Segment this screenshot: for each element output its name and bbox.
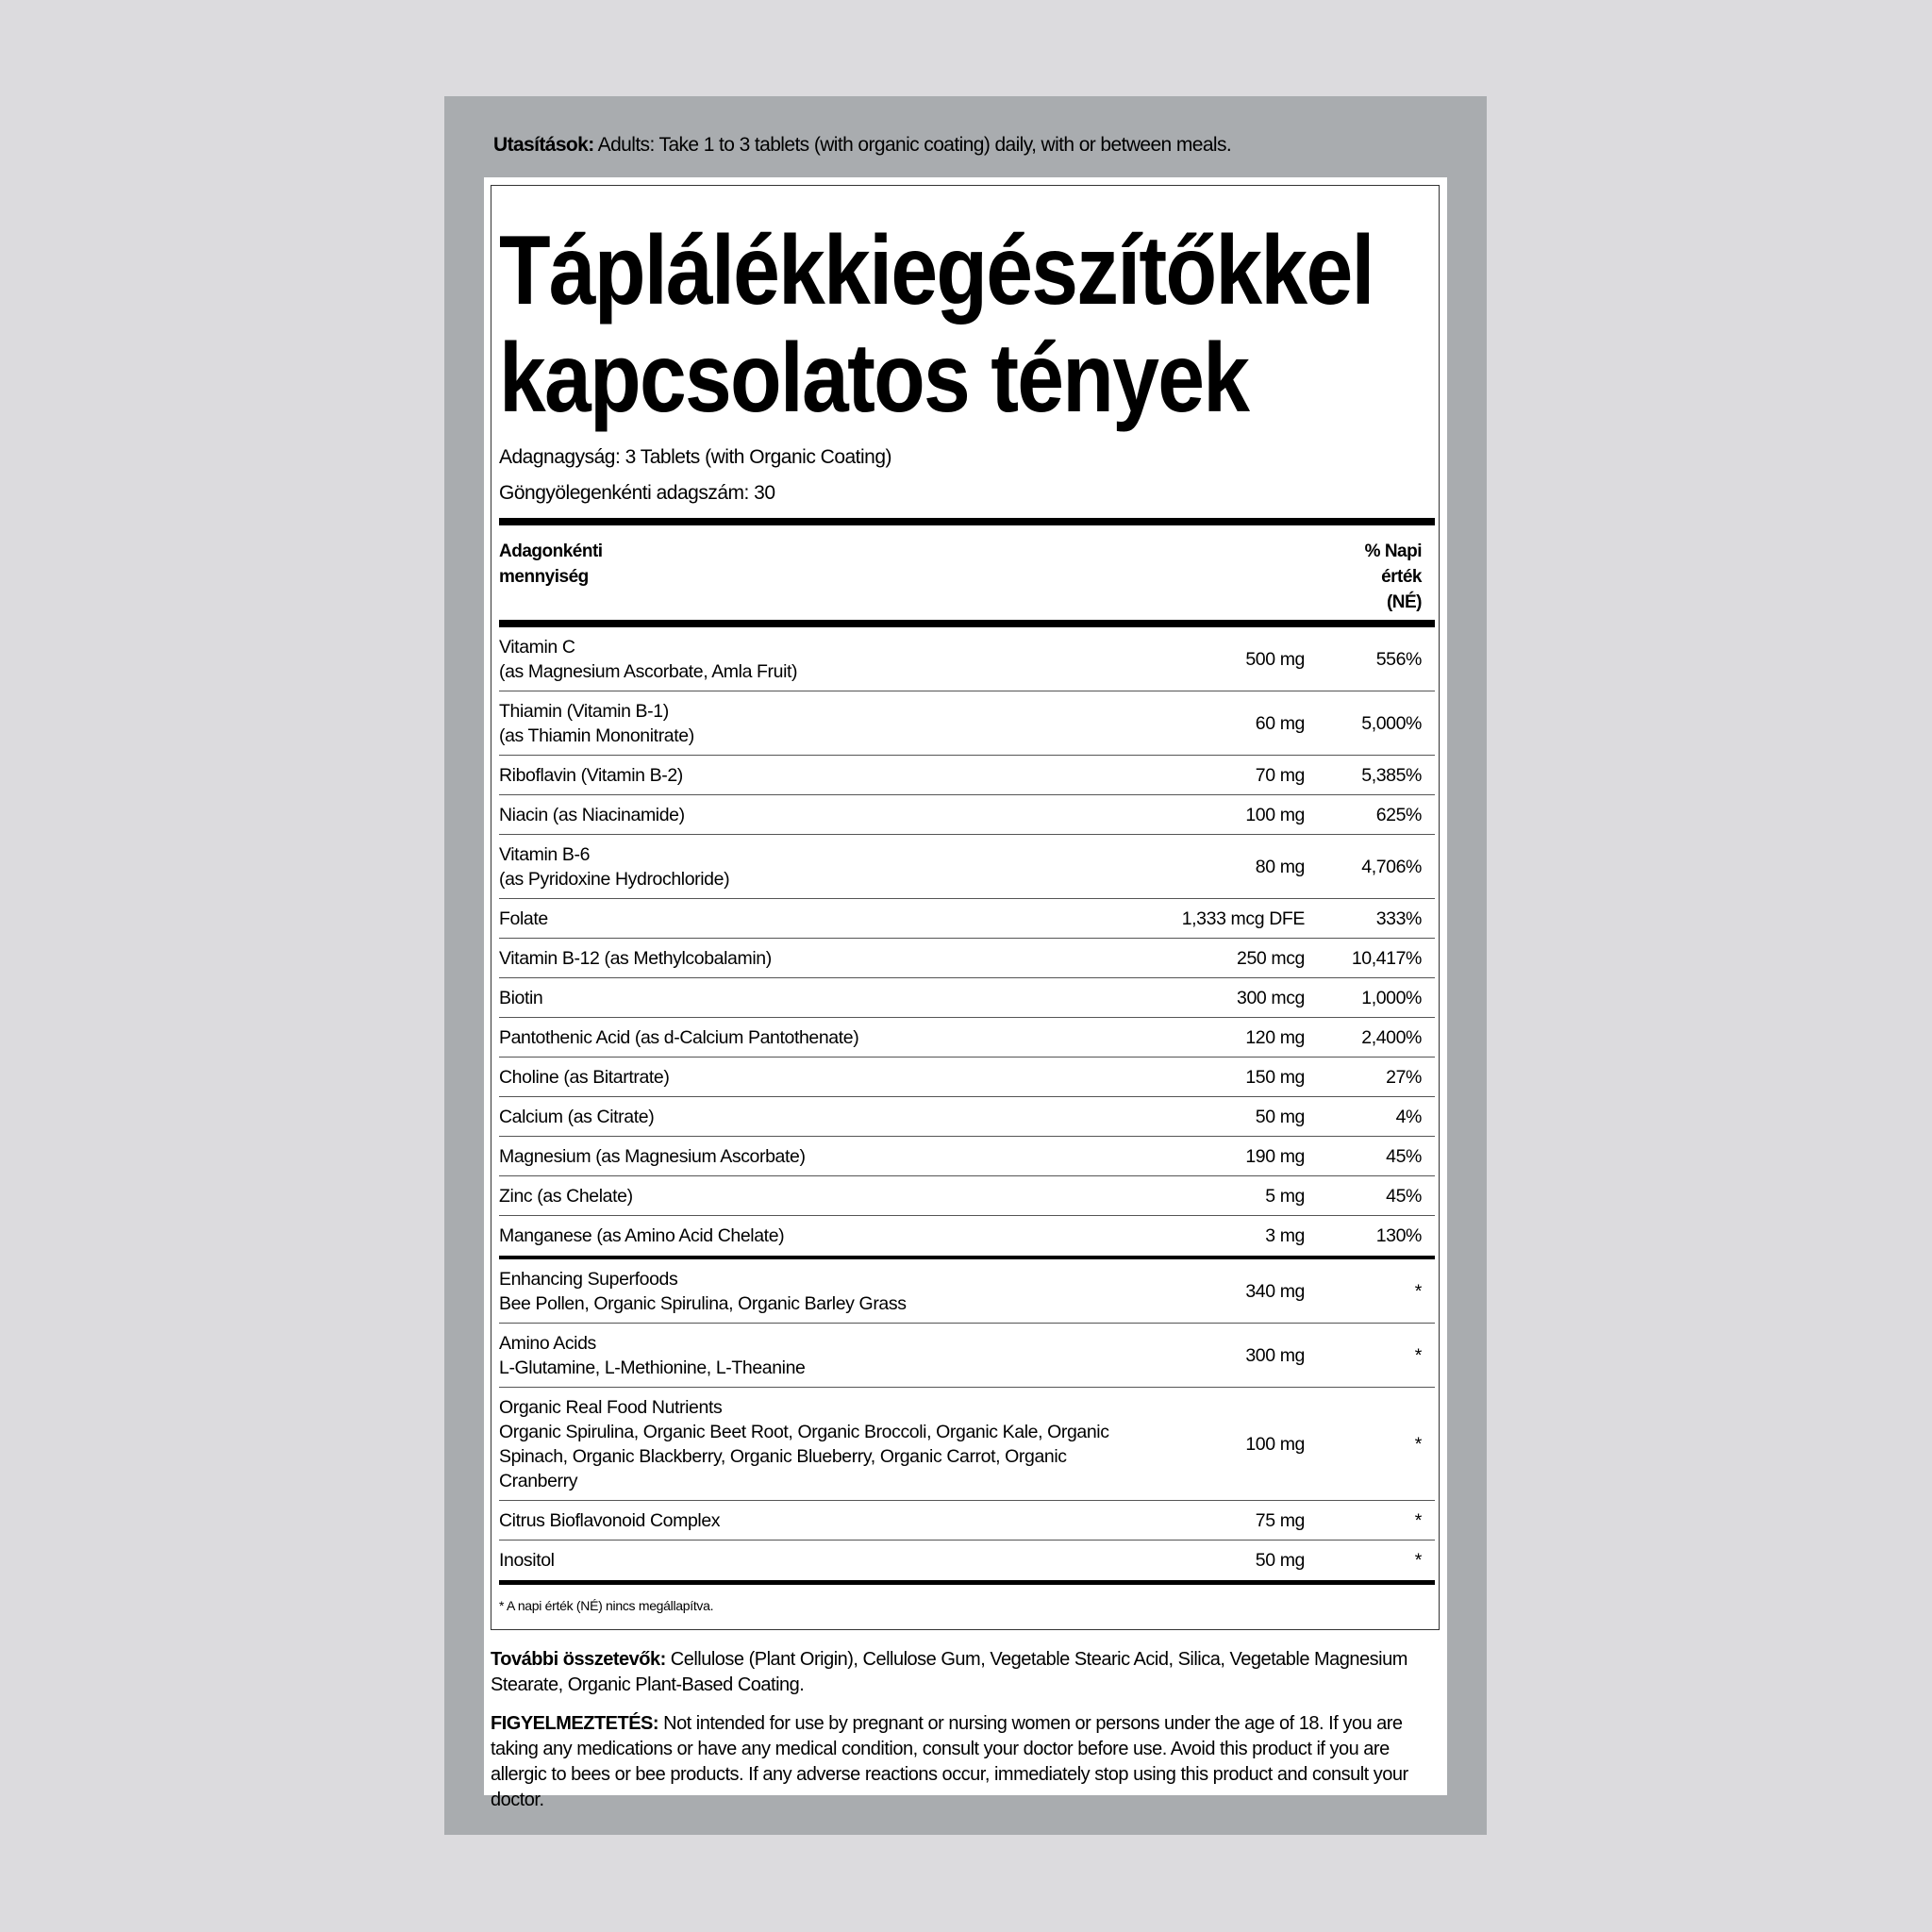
nutrient-amount: 75 mg (1255, 1509, 1305, 1531)
nutrient-name-cell (499, 1065, 1122, 1090)
nutrient-amount: 60 mg (1255, 712, 1305, 734)
nutrient-table (499, 518, 1435, 1613)
nutrient-name-cell (499, 1144, 1122, 1169)
warning-text: Not intended for use by pregnant or nursing women or persons under the age of 18. If you are taking any medications or have any medical condition, consult your doctor before use. Avoid this product if you are allergic to bees or bee products. If any adverse reactions occur, immediately stop using this product and consult your doctor. (491, 1713, 1408, 1810)
nutrient-name-cell (499, 635, 1122, 684)
nutrient-name-cell (499, 1548, 1122, 1573)
table-row (499, 1501, 1435, 1541)
other-nutrient-rows (499, 1259, 1435, 1580)
header-amount-per-serving: Adagonkénti (499, 541, 603, 561)
table-row (499, 978, 1435, 1018)
title-line-2: kapcsolatos tények (499, 324, 1249, 433)
nutrient-daily-value: 45% (1386, 1145, 1422, 1167)
nutrient-name: Citrus Bioflavonoid Complex (499, 1509, 721, 1531)
nutrient-amount: 120 mg (1245, 1026, 1305, 1048)
nutrient-amount: 80 mg (1255, 856, 1305, 877)
nutrient-daily-value: 130% (1375, 1225, 1422, 1246)
nutrient-daily-value: 27% (1386, 1066, 1422, 1088)
nutrient-name: Folate (499, 908, 548, 929)
header-daily-value: % Napi (1364, 541, 1422, 561)
directions-label: Utasítások: (493, 134, 594, 156)
vitamin-mineral-rows (499, 627, 1435, 1256)
table-row (499, 1018, 1435, 1058)
nutrient-name: Niacin (as Niacinamide) (499, 804, 685, 825)
table-row (499, 1541, 1435, 1580)
nutrient-amount: 300 mcg (1237, 987, 1305, 1008)
nutrient-daily-value: 5,000% (1361, 712, 1422, 734)
table-row (499, 1259, 1435, 1324)
nutrient-daily-value: * (1414, 1280, 1422, 1302)
header-daily-value-3: (NÉ) (1386, 592, 1422, 612)
nutrient-name: Magnesium (as Magnesium Ascorbate) (499, 1145, 806, 1167)
nutrient-amount: 1,333 mcg DFE (1181, 908, 1305, 929)
divider-thick (499, 620, 1435, 627)
nutrient-daily-value: 625% (1375, 804, 1422, 825)
nutrient-name: Manganese (as Amino Acid Chelate) (499, 1225, 785, 1246)
nutrient-name: Inositol (499, 1550, 555, 1571)
warning (491, 1711, 1443, 1813)
nutrient-source: Bee Pollen, Organic Spirulina, Organic Barley Grass (499, 1292, 907, 1314)
nutrient-name: Pantothenic Acid (as d-Calcium Pantothenate) (499, 1026, 859, 1048)
nutrient-daily-value: 2,400% (1361, 1026, 1422, 1048)
nutrient-name-cell (499, 699, 1122, 748)
directions (493, 134, 1231, 157)
nutrient-daily-value: * (1414, 1344, 1422, 1366)
nutrient-name-cell (499, 986, 1122, 1010)
header-daily-value-2: érték (1381, 567, 1422, 587)
supplement-facts-box (491, 185, 1440, 1630)
header-amount-per-serving-2: mennyiség (499, 567, 589, 587)
nutrient-name: Thiamin (Vitamin B-1) (499, 700, 669, 722)
nutrient-name-cell (499, 1395, 1122, 1493)
serving-size: Adagnagyság: 3 Tablets (with Organic Coating) (499, 446, 892, 468)
nutrient-amount: 190 mg (1245, 1145, 1305, 1167)
nutrient-name: Vitamin C (499, 636, 575, 658)
nutrient-name: Choline (as Bitartrate) (499, 1066, 670, 1088)
table-row (499, 1176, 1435, 1216)
servings-per-container: Göngyölegenkénti adagszám: 30 (499, 482, 775, 504)
nutrient-name: Organic Real Food Nutrients (499, 1396, 723, 1418)
table-row (499, 691, 1435, 756)
nutrient-amount: 500 mg (1245, 648, 1305, 670)
title-line-1: Táplálékkiegészítőkkel (499, 216, 1374, 325)
table-row (499, 1097, 1435, 1137)
table-row (499, 1216, 1435, 1256)
nutrient-source: (as Magnesium Ascorbate, Amla Fruit) (499, 660, 798, 682)
nutrient-name-cell (499, 803, 1122, 827)
directions-text: Adults: Take 1 to 3 tablets (with organic coating) daily, with or between meals. (593, 134, 1232, 156)
divider-thick (499, 518, 1435, 525)
nutrient-name: Riboflavin (Vitamin B-2) (499, 764, 683, 786)
other-ingredients-text: Cellulose (Plant Origin), Cellulose Gum, Vegetable Stearic Acid, Silica, Vegetable Magnesium Stearate, Organic Plant-Based Coating. (491, 1649, 1407, 1695)
nutrient-daily-value: * (1414, 1550, 1422, 1571)
nutrient-amount: 250 mcg (1237, 947, 1305, 969)
nutrient-daily-value: 1,000% (1361, 987, 1422, 1008)
nutrient-amount: 50 mg (1255, 1106, 1305, 1127)
nutrient-amount: 300 mg (1245, 1344, 1305, 1366)
other-ingredients (491, 1647, 1434, 1698)
nutrient-source: (as Thiamin Mononitrate) (499, 724, 694, 746)
table-row (499, 795, 1435, 835)
nutrient-name-cell (499, 1508, 1122, 1533)
nutrient-name-cell (499, 1267, 1122, 1316)
nutrient-daily-value: 556% (1375, 648, 1422, 670)
nutrient-amount: 50 mg (1255, 1550, 1305, 1571)
table-row (499, 1058, 1435, 1097)
nutrient-amount: 340 mg (1245, 1280, 1305, 1302)
nutrient-name-cell (499, 946, 1122, 971)
column-header (499, 525, 1435, 620)
nutrient-daily-value: * (1414, 1509, 1422, 1531)
nutrient-daily-value: 5,385% (1361, 764, 1422, 786)
nutrient-name-cell (499, 1184, 1122, 1208)
nutrient-name: Vitamin B-12 (as Methylcobalamin) (499, 947, 772, 969)
nutrient-daily-value: 10,417% (1351, 947, 1422, 969)
table-row (499, 835, 1435, 899)
nutrient-name-cell (499, 842, 1122, 891)
nutrient-daily-value: 45% (1386, 1185, 1422, 1207)
nutrient-amount: 100 mg (1245, 804, 1305, 825)
nutrient-name-cell (499, 1025, 1122, 1050)
nutrient-amount: 150 mg (1245, 1066, 1305, 1088)
nutrient-source: Organic Spirulina, Organic Beet Root, Organic Broccoli, Organic Kale, Organic Spinach, Organic Blackberry, Organic Blueberry, Organic Carrot, Organic Cranberry (499, 1421, 1109, 1491)
nutrient-daily-value: 4,706% (1361, 856, 1422, 877)
nutrient-daily-value: 333% (1375, 908, 1422, 929)
nutrient-name-cell (499, 1105, 1122, 1129)
nutrient-daily-value: 4% (1395, 1106, 1422, 1127)
nutrient-name-cell (499, 907, 1122, 931)
nutrient-amount: 100 mg (1245, 1433, 1305, 1455)
nutrient-name-cell (499, 763, 1122, 788)
nutrient-source: L-Glutamine, L-Methionine, L-Theanine (499, 1357, 806, 1378)
nutrient-name: Biotin (499, 987, 543, 1008)
warning-label: FIGYELMEZTETÉS: (491, 1713, 659, 1734)
footnote: * A napi érték (NÉ) nincs megállapítva. (499, 1598, 714, 1613)
nutrient-name: Vitamin B-6 (499, 843, 591, 865)
nutrient-name: Calcium (as Citrate) (499, 1106, 655, 1127)
nutrient-daily-value: * (1414, 1433, 1422, 1455)
nutrient-amount: 70 mg (1255, 764, 1305, 786)
nutrient-name: Enhancing Superfoods (499, 1268, 678, 1290)
nutrient-amount: 3 mg (1265, 1225, 1305, 1246)
nutrient-name: Zinc (as Chelate) (499, 1185, 633, 1207)
table-row (499, 627, 1435, 691)
table-row (499, 1137, 1435, 1176)
table-row (499, 1388, 1435, 1501)
table-row (499, 756, 1435, 795)
table-row (499, 1324, 1435, 1388)
nutrient-name-cell (499, 1331, 1122, 1380)
table-row (499, 899, 1435, 939)
nutrient-name-cell (499, 1224, 1122, 1248)
nutrient-name: Amino Acids (499, 1332, 596, 1354)
other-ingredients-label: További összetevők: (491, 1649, 666, 1670)
table-row (499, 939, 1435, 978)
nutrient-source: (as Pyridoxine Hydrochloride) (499, 868, 730, 890)
nutrient-amount: 5 mg (1265, 1185, 1305, 1207)
